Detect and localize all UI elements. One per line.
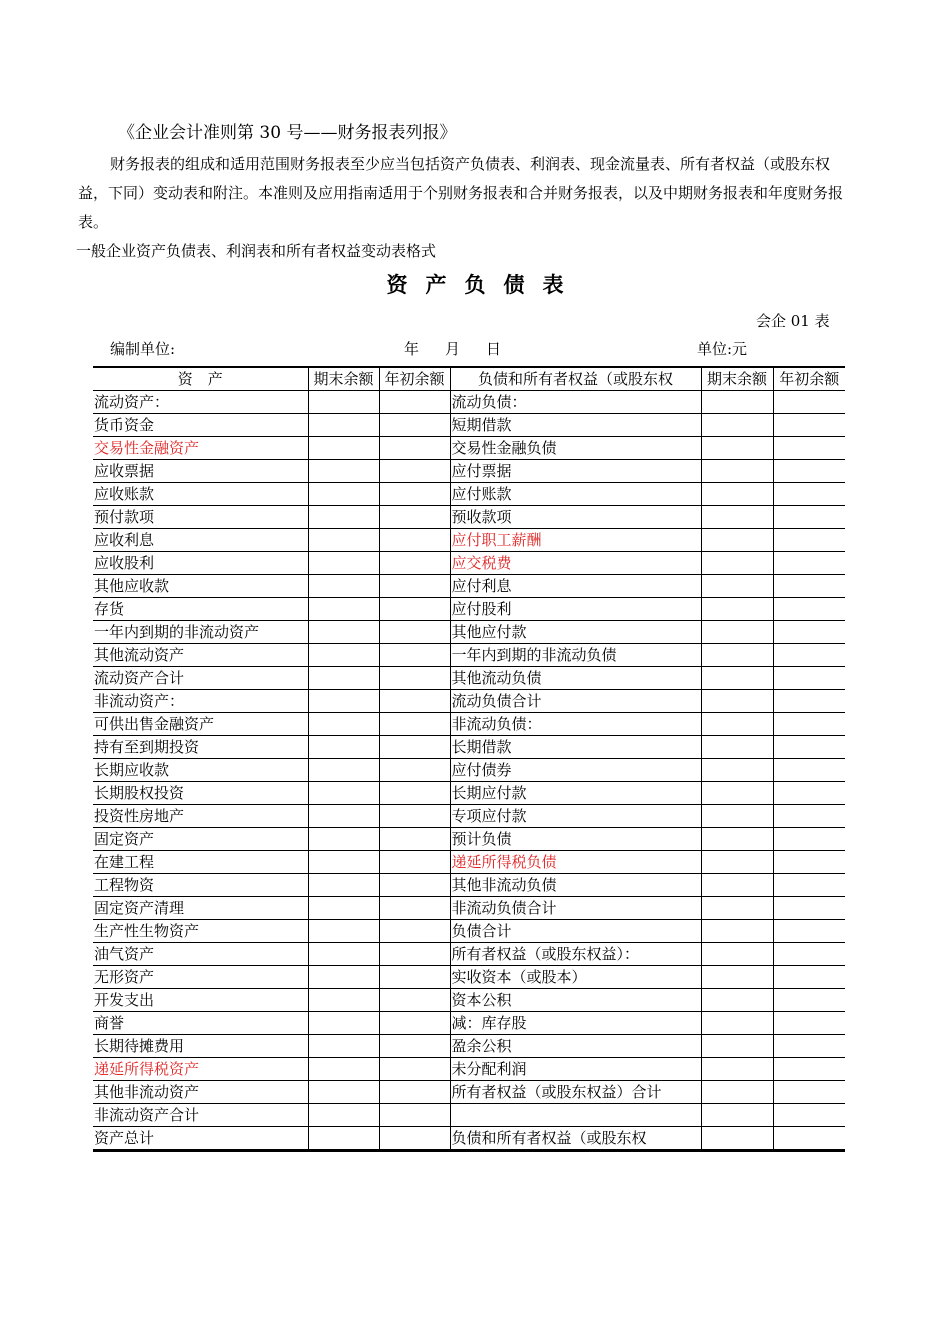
- asset-begin-balance-cell[interactable]: [379, 713, 450, 736]
- asset-item: 应收股利: [93, 552, 308, 575]
- table-row: [93, 1127, 845, 1151]
- asset-item: 固定资产: [93, 828, 308, 851]
- liability-end-balance-cell[interactable]: [701, 1081, 773, 1104]
- liability-item: 负债合计: [450, 920, 701, 943]
- asset-item: 工程物资: [93, 874, 308, 897]
- asset-begin-balance-cell[interactable]: [379, 690, 450, 713]
- asset-item: 存货: [93, 598, 308, 621]
- table-row: [93, 391, 845, 414]
- asset-begin-balance-cell[interactable]: [379, 1035, 450, 1058]
- liability-begin-balance-cell[interactable]: [773, 529, 845, 552]
- liability-item: 应付股利: [450, 598, 701, 621]
- asset-begin-balance-cell[interactable]: [379, 943, 450, 966]
- liability-end-balance-cell[interactable]: [701, 644, 773, 667]
- liability-item: 应付票据: [450, 460, 701, 483]
- liability-end-balance-cell[interactable]: [701, 874, 773, 897]
- table-row: [93, 897, 845, 920]
- liability-end-balance-cell[interactable]: [701, 713, 773, 736]
- asset-begin-balance-cell[interactable]: [379, 828, 450, 851]
- asset-end-balance-cell[interactable]: [308, 575, 379, 598]
- liability-end-balance-cell[interactable]: [701, 897, 773, 920]
- table-row: [93, 1058, 845, 1081]
- liability-item: 专项应付款: [450, 805, 701, 828]
- liability-begin-balance-cell[interactable]: [773, 1035, 845, 1058]
- asset-item: 资产总计: [93, 1127, 308, 1151]
- table-row: [93, 506, 845, 529]
- asset-end-balance-cell[interactable]: [308, 736, 379, 759]
- table-row: [93, 1035, 845, 1058]
- asset-end-balance-cell[interactable]: [308, 874, 379, 897]
- asset-begin-balance-cell[interactable]: [379, 805, 450, 828]
- liability-item: 递延所得税负债: [450, 851, 701, 874]
- liability-begin-balance-cell[interactable]: [773, 736, 845, 759]
- table-row: [93, 552, 845, 575]
- table-row: [93, 1104, 845, 1127]
- liability-item: 一年内到期的非流动负债: [450, 644, 701, 667]
- table-row: [93, 644, 845, 667]
- liability-begin-balance-cell[interactable]: [773, 805, 845, 828]
- asset-end-balance-cell[interactable]: [308, 644, 379, 667]
- liability-begin-balance-cell[interactable]: [773, 874, 845, 897]
- header-assets: 资 产: [93, 367, 308, 391]
- asset-begin-balance-cell[interactable]: [379, 736, 450, 759]
- liability-item: 所有者权益（或股东权益）合计: [450, 1081, 701, 1104]
- intro-paragraph-text: 财务报表的组成和适用范围财务报表至少应当包括资产负债表、利润表、现金流量表、所有者权益（或股东权益，下同）变动表和附注。本准则及应用指南适用于个别财务报表和合并财务报表，以及中期财务报表和年度财务报表。: [78, 155, 844, 231]
- liability-begin-balance-cell[interactable]: [773, 552, 845, 575]
- asset-begin-balance-cell[interactable]: [379, 391, 450, 414]
- liability-begin-balance-cell[interactable]: [773, 966, 845, 989]
- liability-item: 应付债券: [450, 759, 701, 782]
- liability-begin-balance-cell[interactable]: [773, 1012, 845, 1035]
- liability-item: 流动负债：: [450, 391, 701, 414]
- asset-begin-balance-cell[interactable]: [379, 414, 450, 437]
- header-liabilities-equity: 负债和所有者权益（或股东权: [450, 367, 701, 391]
- asset-item: 流动资产合计: [93, 667, 308, 690]
- asset-begin-balance-cell[interactable]: [379, 920, 450, 943]
- asset-end-balance-cell[interactable]: [308, 897, 379, 920]
- asset-item: 应收账款: [93, 483, 308, 506]
- prepared-by-label: 编制单位:: [110, 340, 176, 358]
- table-row: [93, 690, 845, 713]
- asset-end-balance-cell[interactable]: [308, 1058, 379, 1081]
- asset-item: 开发支出: [93, 989, 308, 1012]
- asset-item: 长期待摊费用: [93, 1035, 308, 1058]
- asset-end-balance-cell[interactable]: [308, 690, 379, 713]
- liability-begin-balance-cell[interactable]: [773, 598, 845, 621]
- asset-end-balance-cell[interactable]: [308, 966, 379, 989]
- liability-begin-balance-cell[interactable]: [773, 690, 845, 713]
- liability-item: 非流动负债：: [450, 713, 701, 736]
- liability-begin-balance-cell[interactable]: [773, 414, 845, 437]
- asset-item: 生产性生物资产: [93, 920, 308, 943]
- liability-begin-balance-cell[interactable]: [773, 897, 845, 920]
- liability-end-balance-cell[interactable]: [701, 1104, 773, 1127]
- liability-end-balance-cell[interactable]: [701, 828, 773, 851]
- asset-item: 货币资金: [93, 414, 308, 437]
- date-month: 月: [445, 340, 461, 358]
- asset-begin-balance-cell[interactable]: [379, 1081, 450, 1104]
- liability-end-balance-cell[interactable]: [701, 690, 773, 713]
- table-row: [93, 529, 845, 552]
- liability-begin-balance-cell[interactable]: [773, 828, 845, 851]
- asset-begin-balance-cell[interactable]: [379, 759, 450, 782]
- table-row: [93, 805, 845, 828]
- table-row: [93, 966, 845, 989]
- asset-item: 流动资产：: [93, 391, 308, 414]
- liability-end-balance-cell[interactable]: [701, 782, 773, 805]
- liability-end-balance-cell[interactable]: [701, 1035, 773, 1058]
- asset-begin-balance-cell[interactable]: [379, 1058, 450, 1081]
- liability-end-balance-cell[interactable]: [701, 552, 773, 575]
- liability-item: [450, 1104, 701, 1127]
- asset-item: 油气资产: [93, 943, 308, 966]
- asset-end-balance-cell[interactable]: [308, 759, 379, 782]
- asset-begin-balance-cell[interactable]: [379, 966, 450, 989]
- asset-end-balance-cell[interactable]: [308, 506, 379, 529]
- header-liability-end-balance: 期末余额: [701, 367, 773, 391]
- table-row: [93, 851, 845, 874]
- table-row: [93, 736, 845, 759]
- table-row: [93, 874, 845, 897]
- header-asset-begin-balance: 年初余额: [379, 367, 450, 391]
- liability-item: 盈余公积: [450, 1035, 701, 1058]
- asset-item: 其他应收款: [93, 575, 308, 598]
- balance-sheet-title: 资产负债表: [386, 272, 582, 297]
- table-row: [93, 713, 845, 736]
- asset-end-balance-cell[interactable]: [308, 667, 379, 690]
- liability-begin-balance-cell[interactable]: [773, 851, 845, 874]
- liability-item: 未分配利润: [450, 1058, 701, 1081]
- asset-item: 非流动资产合计: [93, 1104, 308, 1127]
- date-line: [404, 338, 527, 359]
- asset-end-balance-cell[interactable]: [308, 1081, 379, 1104]
- liability-end-balance-cell[interactable]: [701, 437, 773, 460]
- table-row: [93, 1012, 845, 1035]
- asset-item: 其他非流动资产: [93, 1081, 308, 1104]
- table-body: [93, 391, 845, 1151]
- liability-end-balance-cell[interactable]: [701, 460, 773, 483]
- asset-end-balance-cell[interactable]: [308, 414, 379, 437]
- balance-sheet-table: [93, 366, 845, 1152]
- liability-begin-balance-cell[interactable]: [773, 943, 845, 966]
- liability-end-balance-cell[interactable]: [701, 943, 773, 966]
- asset-end-balance-cell[interactable]: [308, 391, 379, 414]
- liability-begin-balance-cell[interactable]: [773, 483, 845, 506]
- asset-end-balance-cell[interactable]: [308, 943, 379, 966]
- header-asset-end-balance: 期末余额: [308, 367, 379, 391]
- liability-item: 其他非流动负债: [450, 874, 701, 897]
- asset-begin-balance-cell[interactable]: [379, 897, 450, 920]
- table-row: [93, 667, 845, 690]
- liability-end-balance-cell[interactable]: [701, 966, 773, 989]
- liability-item: 预收款项: [450, 506, 701, 529]
- date-year: 年: [404, 340, 420, 358]
- asset-begin-balance-cell[interactable]: [379, 851, 450, 874]
- liability-begin-balance-cell[interactable]: [773, 920, 845, 943]
- table-row: [93, 989, 845, 1012]
- asset-end-balance-cell[interactable]: [308, 989, 379, 1012]
- liability-item: 非流动负债合计: [450, 897, 701, 920]
- asset-end-balance-cell[interactable]: [308, 828, 379, 851]
- asset-end-balance-cell[interactable]: [308, 460, 379, 483]
- liability-end-balance-cell[interactable]: [701, 483, 773, 506]
- header-liability-begin-balance: 年初余额: [773, 367, 845, 391]
- asset-begin-balance-cell[interactable]: [379, 506, 450, 529]
- asset-item: 应收票据: [93, 460, 308, 483]
- asset-end-balance-cell[interactable]: [308, 1104, 379, 1127]
- asset-begin-balance-cell[interactable]: [379, 483, 450, 506]
- asset-end-balance-cell[interactable]: [308, 805, 379, 828]
- table-row: [93, 759, 845, 782]
- table-row: [93, 828, 845, 851]
- asset-item: 可供出售金融资产: [93, 713, 308, 736]
- liability-item: 预计负债: [450, 828, 701, 851]
- asset-item: 递延所得税资产: [93, 1058, 308, 1081]
- liability-end-balance-cell[interactable]: [701, 414, 773, 437]
- date-day: 日: [486, 340, 502, 358]
- liability-item: 负债和所有者权益（或股东权: [450, 1127, 701, 1151]
- asset-begin-balance-cell[interactable]: [379, 782, 450, 805]
- liability-begin-balance-cell[interactable]: [773, 1058, 845, 1081]
- liability-end-balance-cell[interactable]: [701, 920, 773, 943]
- table-row: [93, 782, 845, 805]
- asset-end-balance-cell[interactable]: [308, 552, 379, 575]
- table-row: [93, 943, 845, 966]
- asset-item: 长期股权投资: [93, 782, 308, 805]
- liability-end-balance-cell[interactable]: [701, 575, 773, 598]
- asset-begin-balance-cell[interactable]: [379, 460, 450, 483]
- liability-item: 其他应付款: [450, 621, 701, 644]
- liability-item: 应付职工薪酬: [450, 529, 701, 552]
- form-code: 会企 01 表: [756, 312, 830, 330]
- asset-begin-balance-cell[interactable]: [379, 1012, 450, 1035]
- asset-item: 应收利息: [93, 529, 308, 552]
- currency-unit-label: 单位:元: [697, 340, 748, 358]
- liability-begin-balance-cell[interactable]: [773, 437, 845, 460]
- liability-item: 其他流动负债: [450, 667, 701, 690]
- asset-begin-balance-cell[interactable]: [379, 621, 450, 644]
- table-row: [93, 414, 845, 437]
- asset-end-balance-cell[interactable]: [308, 1035, 379, 1058]
- liability-end-balance-cell[interactable]: [701, 736, 773, 759]
- liability-end-balance-cell[interactable]: [701, 667, 773, 690]
- liability-begin-balance-cell[interactable]: [773, 782, 845, 805]
- liability-item: 应付利息: [450, 575, 701, 598]
- liability-begin-balance-cell[interactable]: [773, 506, 845, 529]
- liability-begin-balance-cell[interactable]: [773, 759, 845, 782]
- liability-end-balance-cell[interactable]: [701, 1058, 773, 1081]
- liability-end-balance-cell[interactable]: [701, 529, 773, 552]
- liability-end-balance-cell[interactable]: [701, 1012, 773, 1035]
- liability-item: 减：库存股: [450, 1012, 701, 1035]
- asset-begin-balance-cell[interactable]: [379, 529, 450, 552]
- liability-end-balance-cell[interactable]: [701, 506, 773, 529]
- asset-item: 预付款项: [93, 506, 308, 529]
- table-row: [93, 1081, 845, 1104]
- liability-item: 交易性金融负债: [450, 437, 701, 460]
- table-row: [93, 575, 845, 598]
- asset-item: 商誉: [93, 1012, 308, 1035]
- liability-item: 所有者权益（或股东权益）：: [450, 943, 701, 966]
- liability-end-balance-cell[interactable]: [701, 598, 773, 621]
- liability-item: 长期应付款: [450, 782, 701, 805]
- table-row: [93, 621, 845, 644]
- asset-end-balance-cell[interactable]: [308, 782, 379, 805]
- asset-item: 固定资产清理: [93, 897, 308, 920]
- liability-item: 流动负债合计: [450, 690, 701, 713]
- intro-paragraph: [78, 150, 854, 237]
- liability-item: 应交税费: [450, 552, 701, 575]
- liability-begin-balance-cell[interactable]: [773, 1104, 845, 1127]
- liability-begin-balance-cell[interactable]: [773, 1081, 845, 1104]
- table-row: [93, 460, 845, 483]
- asset-begin-balance-cell[interactable]: [379, 1104, 450, 1127]
- asset-end-balance-cell[interactable]: [308, 1127, 379, 1151]
- table-row: [93, 920, 845, 943]
- liability-begin-balance-cell[interactable]: [773, 621, 845, 644]
- asset-item: 持有至到期投资: [93, 736, 308, 759]
- asset-item: 交易性金融资产: [93, 437, 308, 460]
- asset-item: 投资性房地产: [93, 805, 308, 828]
- document-title: 《企业会计准则第 30 号——财务报表列报》: [118, 123, 457, 143]
- liability-item: 资本公积: [450, 989, 701, 1012]
- asset-item: 长期应收款: [93, 759, 308, 782]
- liability-item: 实收资本（或股本）: [450, 966, 701, 989]
- asset-item: 一年内到期的非流动资产: [93, 621, 308, 644]
- liability-end-balance-cell[interactable]: [701, 621, 773, 644]
- liability-end-balance-cell[interactable]: [701, 851, 773, 874]
- liability-item: 长期借款: [450, 736, 701, 759]
- asset-end-balance-cell[interactable]: [308, 529, 379, 552]
- asset-item: 非流动资产：: [93, 690, 308, 713]
- asset-end-balance-cell[interactable]: [308, 920, 379, 943]
- liability-item: 应付账款: [450, 483, 701, 506]
- asset-end-balance-cell[interactable]: [308, 598, 379, 621]
- asset-end-balance-cell[interactable]: [308, 621, 379, 644]
- liability-begin-balance-cell[interactable]: [773, 644, 845, 667]
- liability-end-balance-cell[interactable]: [701, 759, 773, 782]
- asset-end-balance-cell[interactable]: [308, 1012, 379, 1035]
- liability-end-balance-cell[interactable]: [701, 989, 773, 1012]
- liability-begin-balance-cell[interactable]: [773, 460, 845, 483]
- asset-begin-balance-cell[interactable]: [379, 989, 450, 1012]
- liability-end-balance-cell[interactable]: [701, 805, 773, 828]
- asset-begin-balance-cell[interactable]: [379, 437, 450, 460]
- asset-item: 其他流动资产: [93, 644, 308, 667]
- format-subtitle: 一般企业资产负债表、利润表和所有者权益变动表格式: [76, 242, 437, 260]
- liability-begin-balance-cell[interactable]: [773, 1127, 845, 1151]
- asset-item: 无形资产: [93, 966, 308, 989]
- asset-end-balance-cell[interactable]: [308, 483, 379, 506]
- asset-begin-balance-cell[interactable]: [379, 644, 450, 667]
- table-row: [93, 483, 845, 506]
- liability-end-balance-cell[interactable]: [701, 391, 773, 414]
- asset-begin-balance-cell[interactable]: [379, 1127, 450, 1151]
- asset-item: 在建工程: [93, 851, 308, 874]
- asset-begin-balance-cell[interactable]: [379, 575, 450, 598]
- liability-begin-balance-cell[interactable]: [773, 713, 845, 736]
- asset-begin-balance-cell[interactable]: [379, 598, 450, 621]
- liability-begin-balance-cell[interactable]: [773, 391, 845, 414]
- asset-end-balance-cell[interactable]: [308, 851, 379, 874]
- liability-end-balance-cell[interactable]: [701, 1127, 773, 1151]
- asset-begin-balance-cell[interactable]: [379, 552, 450, 575]
- liability-item: 短期借款: [450, 414, 701, 437]
- asset-begin-balance-cell[interactable]: [379, 874, 450, 897]
- asset-begin-balance-cell[interactable]: [379, 667, 450, 690]
- table-row: [93, 598, 845, 621]
- table-header-row: [93, 367, 845, 391]
- asset-end-balance-cell[interactable]: [308, 437, 379, 460]
- table-row: [93, 437, 845, 460]
- liability-begin-balance-cell[interactable]: [773, 989, 845, 1012]
- asset-end-balance-cell[interactable]: [308, 713, 379, 736]
- liability-begin-balance-cell[interactable]: [773, 667, 845, 690]
- liability-begin-balance-cell[interactable]: [773, 575, 845, 598]
